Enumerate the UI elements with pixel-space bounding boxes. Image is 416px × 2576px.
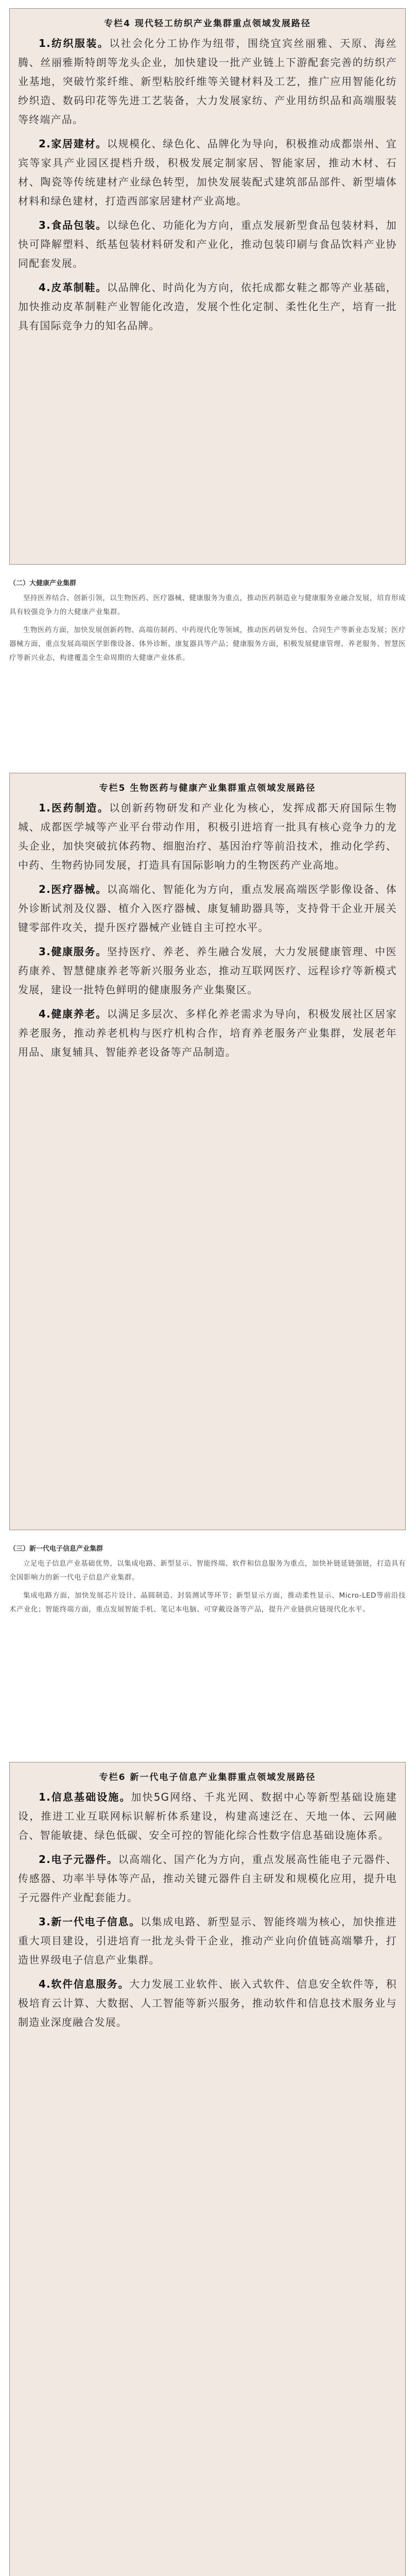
box-paragraphs	[18, 34, 397, 335]
box-title: 专栏6 新一代电子信息产业集群重点领域发展路径	[99, 1772, 316, 1783]
paragraph-text: 以高端化、智能化为方向，重点发展高端医学影像设备、体外诊断试剂及仪器、植介入医疗器械、康复辅助器具等，支持骨干企业开展关键零部件攻关，提升医疗器械产业链自主可控水平。	[18, 883, 397, 934]
paragraph-text: 以绿色化、功能化为方向，重点发展新型食品包装材料，加快可降解塑料、纸基包装材料研发和产业化，推动包装印刷与食品饮料产业协同配套发展。	[18, 219, 397, 269]
paragraph	[18, 216, 397, 273]
paragraph	[18, 799, 397, 875]
paragraph	[18, 278, 397, 335]
paragraph-text: 加快5G网络、千兆光网、数据中心等新型基础设施建设，推进工业互联网标识解析体系建设，构建高速泛在、天地一体、云网融合、智能敏捷、绿色低碳、安全可控的智能化综合性数字信息基础设施体系。	[18, 1791, 397, 1841]
paragraph-text: 以规模化、绿色化、品牌化为导向，积极推动成都崇州、宜宾等家具产业园区提档升级，积极发展定制家居、智能家居，推动木材、石材、陶瓷等传统建材产业绿色转型，加快发展装配式建筑部品部件、新型墙体材料和绿色建材，打造西部家居建材产业高地。	[18, 138, 397, 207]
section-text-a	[9, 575, 406, 771]
paragraph: 坚持医养结合、创新引领，以生物医药、医疗器械、健康服务为重点，推动医药制造业与健康服务业融合发展，培育形成具有较强竞争力的大健康产业集群。	[9, 594, 406, 616]
paragraph-text: 大力发展工业软件、嵌入式软件、信息安全软件等，积极培育云计算、大数据、人工智能等新兴服务，推动软件和信息技术服务业与制造业深度融合发展。	[18, 1978, 397, 2028]
paragraph-heading: 1.纺织服装。	[39, 37, 110, 49]
paragraph: 立足电子信息产业基础优势，以集成电路、新型显示、智能终端、软件和信息服务为重点，加快补链延链强链，打造具有全国影响力的新一代电子信息产业集群。	[9, 1560, 406, 1582]
column-box-6	[9, 1762, 406, 2576]
section-paragraphs	[9, 591, 406, 665]
paragraph-text: 以品牌化、时尚化为方向，依托成都女鞋之都等产业基础，加快推动皮革制鞋产业智能化改造，发展个性化定制、柔性化生产，培育一批具有国际竞争力的知名品牌。	[18, 281, 397, 332]
box-title: 专栏5 生物医药与健康产业集群重点领域发展路径	[99, 783, 316, 793]
paragraph	[18, 134, 397, 211]
paragraph-text: 以社会化分工协作为纽带，围绕宜宾丝丽雅、天原、海丝腾、丝丽雅斯特朗等龙头企业，加快建设一批产业链上下游配套完善的纺织产业基地，突破竹浆纤维、新型粘胶纤维等关键材料及工艺，推广应用智能化纺纱织造、数码印花等先进工艺装备，大力发展家纺、产业用纺织品和高端服装等终端产品。	[18, 37, 397, 126]
column-box-4	[9, 8, 406, 565]
paragraph-heading: 4.皮革制鞋。	[39, 281, 107, 294]
box-title: 专栏4 现代轻工纺织产业集群重点领域发展路径	[104, 19, 311, 29]
paragraph	[18, 1975, 397, 2032]
paragraph-heading: 3.新一代电子信息。	[39, 1916, 141, 1928]
paragraph-text: 坚持医疗、养老、养生融合发展，大力发展健康管理、中医药康养、智慧健康养老等新兴服务业态，推动互联网医疗、远程诊疗等新模式发展，建设一批特色鲜明的健康服务产业集聚区。	[18, 945, 397, 996]
column-box-5	[9, 773, 406, 1530]
paragraph-text: 以满足多层次、多样化养老需求为导向，积极发展社区居家养老服务，推动养老机构与医疗机构合作，培育养老服务产业集群，发展老年用品、康复辅具、智能养老设备等产品制造。	[18, 1008, 397, 1058]
paragraph	[18, 34, 397, 129]
paragraph-text: 以集成电路、新型显示、智能终端为核心，加快推进重大项目建设，引进培育一批龙头骨干企业，推动产业向价值链高端攀升，打造世界级电子信息产业集群。	[18, 1916, 397, 1966]
paragraph: 集成电路方面，加快发展芯片设计、晶圆制造、封装测试等环节；新型显示方面，推动柔性显示、Micro-LED等前沿技术产业化；智能终端方面，重点发展智能手机、笔记本电脑、可穿戴设备等产品，提升产业链供应链现代化水平。	[9, 1591, 406, 1614]
paragraph-heading: 1.信息基础设施。	[39, 1791, 131, 1803]
paragraph-heading: 4.健康养老。	[39, 1008, 107, 1020]
section-heading: （二）大健康产业集群	[9, 580, 77, 587]
paragraph	[18, 1912, 397, 1970]
paragraph	[18, 880, 397, 937]
paragraph-heading: 2.电子元器件。	[39, 1853, 118, 1866]
paragraph	[18, 942, 397, 999]
paragraph: 生物医药方面，加快发展创新药物、高端仿制药、中药现代化等领域，推动医药研发外包、合同生产等新业态发展；医疗器械方面，重点发展高端医学影像设备、体外诊断、康复器具等产品；健康服务方面，积极发展健康管理、养老服务、智慧医疗等新兴业态，构建覆盖全生命周期的大健康产业体系。	[9, 626, 406, 662]
box-paragraphs	[18, 799, 397, 1062]
paragraph-heading: 4.软件信息服务。	[39, 1978, 130, 1990]
paragraph-text: 以高端化、国产化为方向，重点发展高性能电子元器件、传感器、功率半导体等产品，推动关键元器件自主研发和规模化应用，提升电子元器件产业配套能力。	[18, 1853, 397, 1904]
paragraph-heading: 1.医药制造。	[39, 802, 110, 814]
paragraph-text: 以创新药物研发和产业化为核心，发挥成都天府国际生物城、成都医学城等产业平台带动作用，积极引进培育一批具有核心竞争力的龙头企业，加快突破抗体药物、细胞治疗、基因治疗等前沿技术，推动化学药、中药、生物药协同发展，打造具有国际影响力的生物医药产业高地。	[18, 802, 397, 871]
paragraph-heading: 3.健康服务。	[39, 945, 107, 958]
paragraph-heading: 3.食品包装。	[39, 219, 107, 231]
paragraph	[18, 1850, 397, 1907]
paragraph-heading: 2.医疗器械。	[39, 883, 107, 895]
section-heading: （三）新一代电子信息产业集群	[9, 1545, 103, 1553]
section-text-b	[9, 1540, 406, 1757]
paragraph	[18, 1005, 397, 1062]
box-paragraphs	[18, 1788, 397, 2032]
section-paragraphs	[9, 1557, 406, 1617]
paragraph	[18, 1788, 397, 1845]
paragraph-heading: 2.家居建材。	[39, 138, 107, 150]
